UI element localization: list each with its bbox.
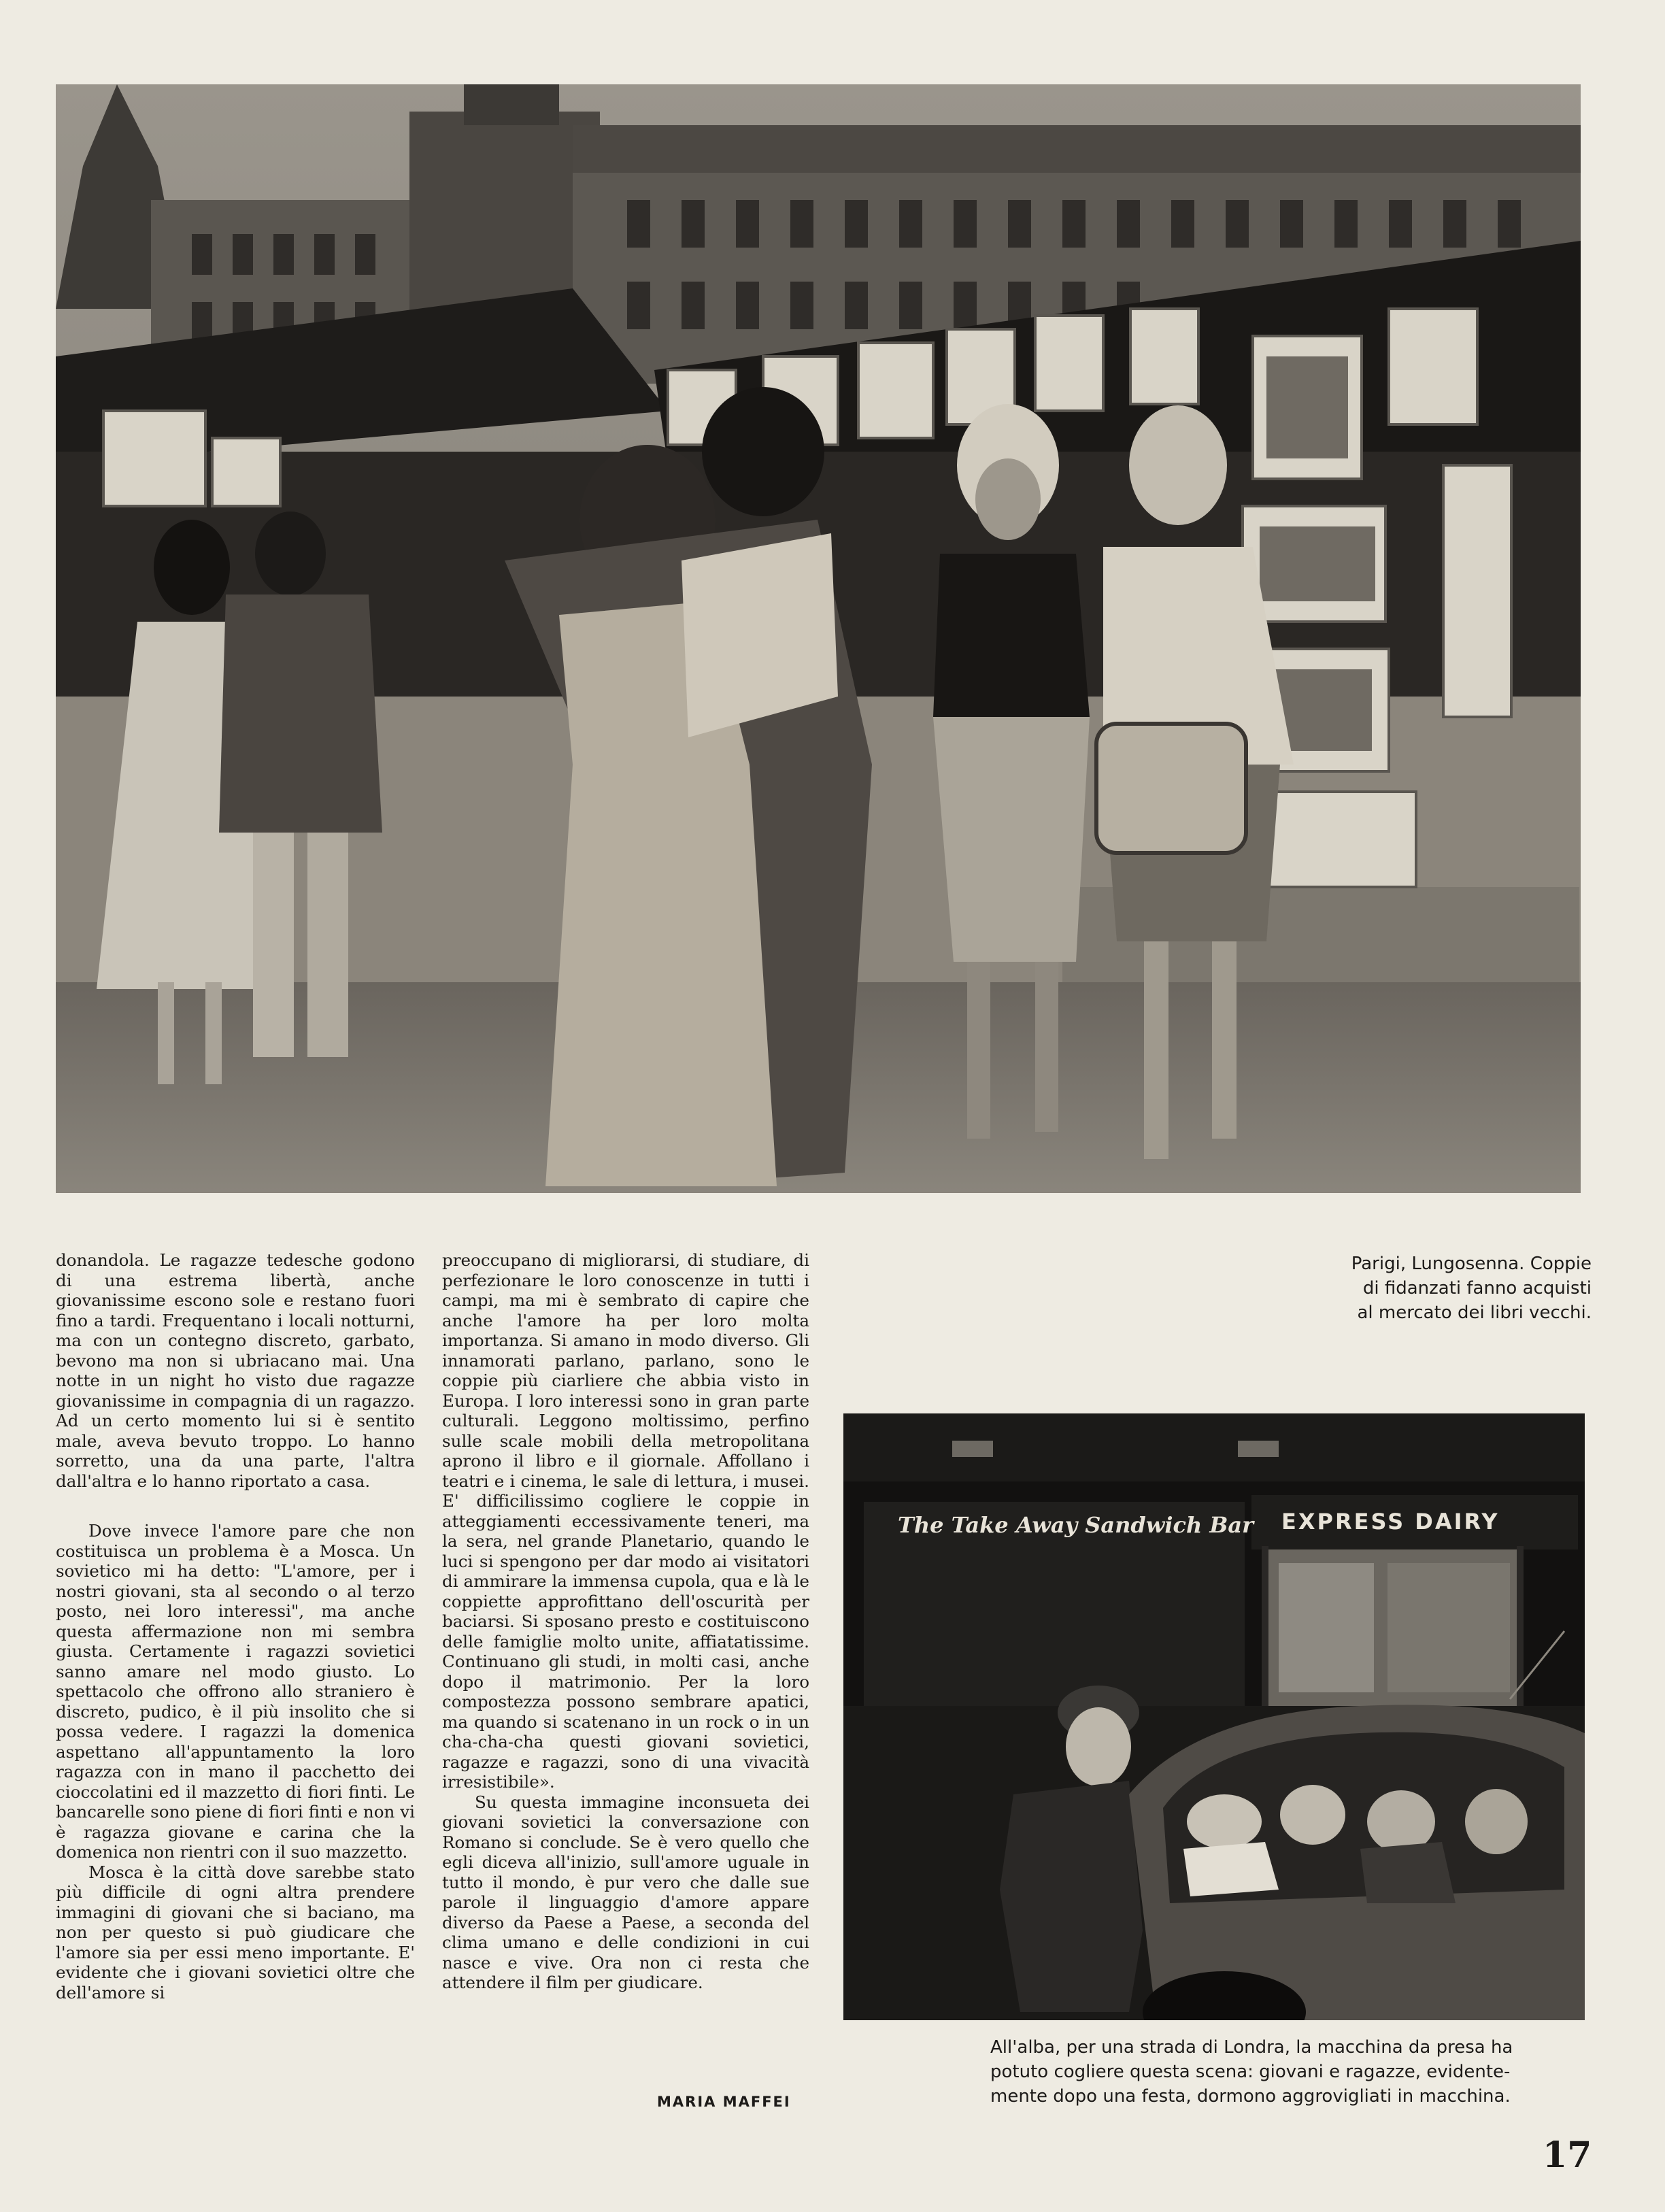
caption-line: Parigi, Lungosenna. Coppie (1351, 1254, 1592, 1274)
sign-sandwich-bar: The Take Away Sandwich Bar (898, 1512, 1254, 1538)
caption-london (990, 2035, 1589, 2109)
caption-line: mente dopo una festa, dormono aggrovigliati in macchina. (990, 2086, 1511, 2107)
article-column-2 (442, 1250, 809, 1993)
article-paragraph: Su questa immagine inconsueta dei giovani sovietici la conversazione con Romano si conclude. Se è vero quello che egli diceva all'inizio, sull'amore uguale in tutto il mondo, è pur vero che dalle sue parole il linguaggio d'amore appare diverso da Paese a Paese, a seconda del clima umano e delle condizioni in cui nasce e vive. Ora non ci resta che attendere il film per giudicare. (442, 1792, 809, 1992)
author-signature: MARIA MAFFEI (657, 2094, 791, 2110)
photo-london-car (843, 1413, 1585, 2020)
article-paragraph: Dove invece l'amore pare che non costituisca un problema è a Mosca. Un sovietico mi ha detto: "L'amore, per i nostri giovani, sta al secondo o al terzo posto, nei loro interessi", ma anche questa affermazione non mi sembra giusta. Certamente i ragazzi sovietici sanno amare nel modo giusto. Lo spettacolo che offrono allo straniero è discreto, pudico, è il più insolito che si possa vedere. I ragazzi la domenica aspettano all'appuntamento la loro ragazza con in mano il pacchetto dei cioccolatini ed il mazzetto di fiori finti. Le bancarelle sono piene di fiori finti e non vi è ragazza giovane e carina che la domenica non rientri con il suo mazzetto. (56, 1521, 415, 1862)
photo-paris-booksellers (56, 84, 1581, 1193)
page-number: 17 (1543, 2134, 1592, 2176)
article-paragraph: preoccupano di migliorarsi, di studiare, di perfezionare le loro conoscenze in tutti i campi, ma mi è sembrato di capire che anche l'amore ha per loro molta importanza. Si amano in modo diverso. Gli innamorati parlano, parlano, sono le coppie più ciarliere che abbia visto in Europa. I loro interessi sono in gran parte culturali. Leggono moltissimo, perfino sulle scale mobili della metropolitana aprono il libro e il giornale. Affollano i teatri e i cinema, le sale di lettura, i musei. E' difficilissimo cogliere le coppie in atteggiamenti eccessivamente teneri, ma la sera, nel grande Planetario, quando le luci si spengono per dar modo ai visitatori di ammirare la immensa cupola, qua e là le coppiette approfittano dell'oscurità per baciarsi. Si sposano presto e costituiscono delle famiglie molto unite, affiatatissime. Continuano gli studi, in molti casi, anche dopo il matrimonio. Per la loro compostezza possono sembrare apatici, ma quando si scatenano in un rock o in un cha-cha-cha questi giovani sovietici, ragazze e ragazzi, sono di una vivacità irresistibile». (442, 1250, 809, 1792)
caption-line: al mercato dei libri vecchi. (1357, 1303, 1592, 1323)
caption-line: All'alba, per una strada di Londra, la macchina da presa ha (990, 2037, 1513, 2058)
caption-paris (1156, 1252, 1592, 1325)
caption-line: di fidanzati fanno acquisti (1362, 1278, 1592, 1298)
article-paragraph: Mosca è la città dove sarebbe stato più difficile di ogni altra prendere immagini di giovani che si baciano, ma non per questo si può giudicare che l'amore sia per essi meno importante. E' evidente che i giovani sovietici oltre che dell'amore si (56, 1862, 415, 2002)
caption-line: potuto cogliere questa scena: giovani e ragazze, evidente- (990, 2062, 1511, 2082)
sign-express-dairy: EXPRESS DAIRY (1281, 1509, 1500, 1535)
article-column-1 (56, 1250, 415, 2002)
article-paragraph: donandola. Le ragazze tedesche godono di una estrema libertà, anche giovanissime escono sole e restano fuori fino a tardi. Frequentano i locali notturni, ma con un contegno discreto, garbato, bevono ma non si ubriacano mai. Una notte in un night ho visto due ragazze giovanissime in compagnia di un ragazzo. Ad un certo momento lui si è sentito male, aveva bevuto troppo. Lo hanno sorretto, una da una parte, l'altra dall'altra e lo hanno riportato a casa. (56, 1250, 415, 1491)
